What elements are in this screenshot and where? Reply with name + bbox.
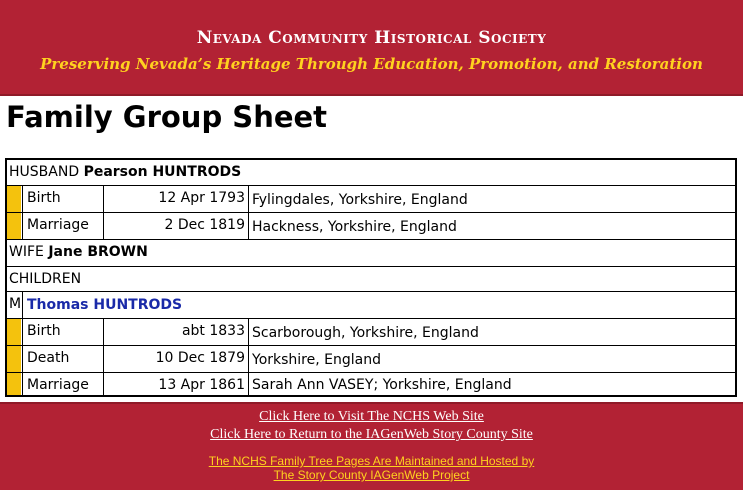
event-date: 12 Apr 1793 [104,186,249,212]
page-title: Family Group Sheet [6,100,328,134]
child-name-link[interactable]: Thomas HUNTRODS [27,297,183,313]
event-date: abt 1833 [104,319,249,345]
event-date: 10 Dec 1879 [104,346,249,372]
event-row [7,186,735,213]
event-type: Marriage [22,373,104,395]
hosting-note-line1[interactable]: The NCHS Family Tree Pages Are Maintained and Hosted by [208,454,535,468]
husband-row [7,160,735,186]
event-type: Marriage [22,213,104,239]
event-date: 2 Dec 1819 [104,213,249,239]
event-place: Hackness, Yorkshire, England [252,219,457,235]
site-header-banner [0,0,743,96]
child-row-divider [22,292,23,318]
hosting-note-line2[interactable]: The Story County IAGenWeb Project [273,468,470,482]
wife-row [7,240,735,267]
husband-name: Pearson HUNTRODS [83,164,242,180]
event-row [7,346,735,373]
event-type: Birth [22,319,104,345]
event-type: Birth [22,186,104,212]
child-row [7,292,735,319]
event-row [7,373,735,395]
children-header-row [7,267,735,292]
society-name: Nevada Community Historical Society [196,28,547,48]
site-footer [0,402,743,490]
event-row [7,319,735,346]
nchs-site-link[interactable]: Click Here to Visit The NCHS Web Site [259,409,484,424]
husband-role-label: HUSBAND [9,164,80,180]
iagenweb-return-link[interactable]: Click Here to Return to the IAGenWeb Story County Site [210,427,533,442]
event-place: Scarborough, Yorkshire, England [252,325,479,341]
event-place: Yorkshire, England [252,352,381,368]
husband-events [7,186,735,240]
event-place: Sarah Ann VASEY; Yorkshire, England [252,377,512,393]
child-sex: M [9,296,22,312]
child-events [7,319,735,395]
event-date: 13 Apr 1861 [104,373,249,395]
wife-role-label: WIFE [9,244,44,260]
society-tagline: Preserving Nevada’s Heritage Through Education, Promotion, and Restoration [40,55,703,73]
wife-name: Jane BROWN [48,244,148,260]
children-label: CHILDREN [9,271,82,287]
family-group-table [5,158,737,397]
event-row [7,213,735,240]
event-place: Fylingdales, Yorkshire, England [252,192,468,208]
event-type: Death [22,346,104,372]
